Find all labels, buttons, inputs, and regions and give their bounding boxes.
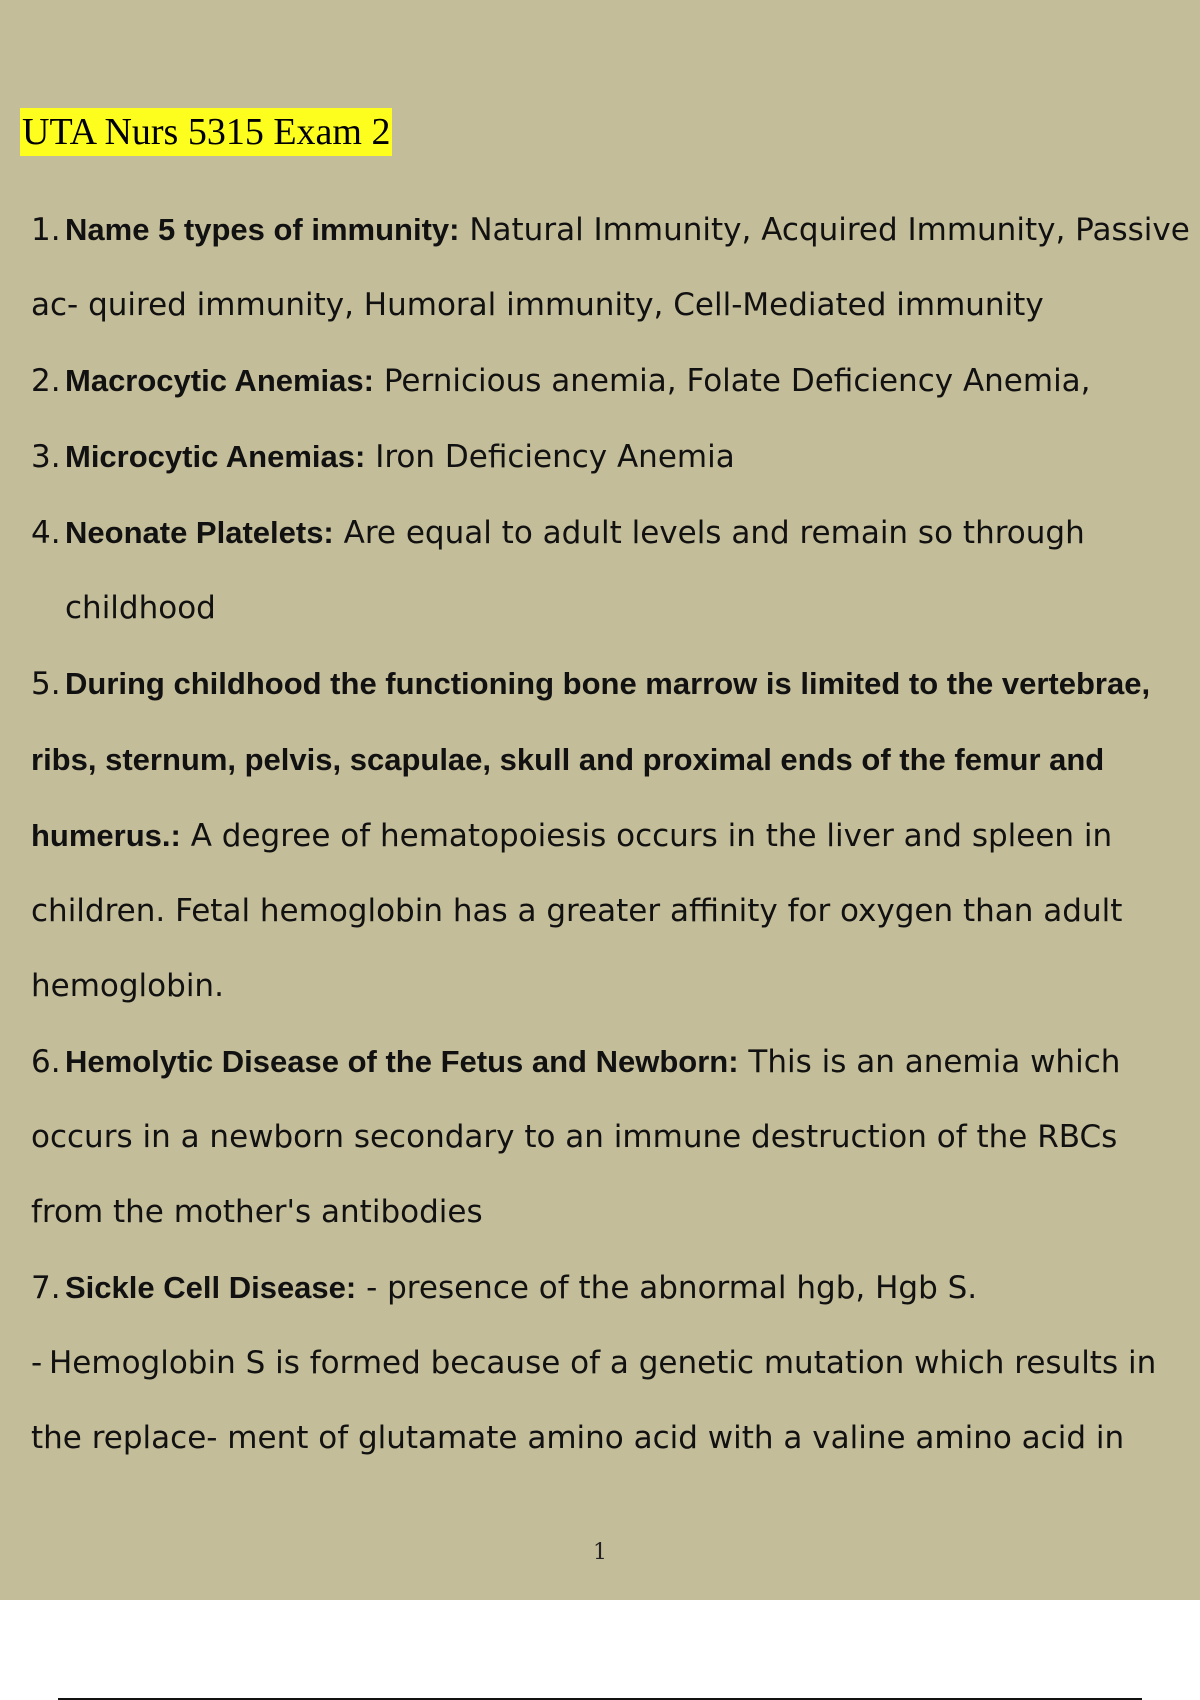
list-item xyxy=(31,419,1196,495)
item-number: 6. xyxy=(31,1044,61,1080)
list-item xyxy=(31,1024,1196,1250)
item-text: Pernicious anemia, Folate Deficiency Anemia, xyxy=(373,363,1091,399)
item-term: Sickle Cell Disease: xyxy=(65,1270,357,1305)
item-text: Are equal to adult levels and remain so through childhood xyxy=(65,515,1085,626)
item-term: During childhood the functioning bone marrow is limited to the vertebrae, ribs, sternum, pelvis, scapulae, skull and proximal ends of the femur and humerus.: xyxy=(31,666,1151,853)
item-text: - presence of the abnormal hgb, Hgb S. xyxy=(356,1270,978,1306)
item-term: Name 5 types of immunity: xyxy=(65,212,460,247)
item-number: 4. xyxy=(31,515,61,551)
item-number: 3. xyxy=(31,439,61,475)
item-term: Microcytic Anemias: xyxy=(65,439,366,474)
item-text: Iron Deficiency Anemia xyxy=(365,439,735,475)
list-item-continuation xyxy=(31,1326,1196,1476)
item-term: Neonate Platelets: xyxy=(65,515,334,550)
continuation-text: Hemoglobin S is formed because of a genetic mutation which results in the replace- ment of glutamate amino acid with a valine amino acid in xyxy=(31,1345,1157,1456)
list-item xyxy=(31,343,1196,419)
list-item xyxy=(31,192,1196,343)
item-number: 5. xyxy=(31,666,61,702)
item-term: Macrocytic Anemias: xyxy=(65,363,374,398)
item-term: Hemolytic Disease of the Fetus and Newborn: xyxy=(65,1044,739,1079)
document-title: UTA Nurs 5315 Exam 2 xyxy=(20,108,392,156)
list-item xyxy=(31,646,1196,1024)
list-item xyxy=(31,1250,1196,1326)
item-number: 1. xyxy=(31,212,61,248)
document-body xyxy=(31,192,1196,1476)
item-number: 7. xyxy=(31,1270,61,1306)
item-text: Natural Immunity, Acquired Immunity, Passive ac- quired immunity, Humoral immunity, Cell-Mediated immunity xyxy=(31,212,1190,323)
bullet-dash: - xyxy=(31,1345,43,1381)
item-number: 2. xyxy=(31,363,61,399)
page-number: 1 xyxy=(593,1540,607,1565)
item-text: This is an anemia which occurs in a newborn secondary to an immune destruction of the RBCs from the mother's antibodies xyxy=(31,1044,1121,1230)
item-text: A degree of hematopoiesis occurs in the liver and spleen in children. Fetal hemoglobin has a greater affinity for oxygen than adult hemoglobin. xyxy=(31,818,1123,1004)
list-item xyxy=(31,495,1196,646)
